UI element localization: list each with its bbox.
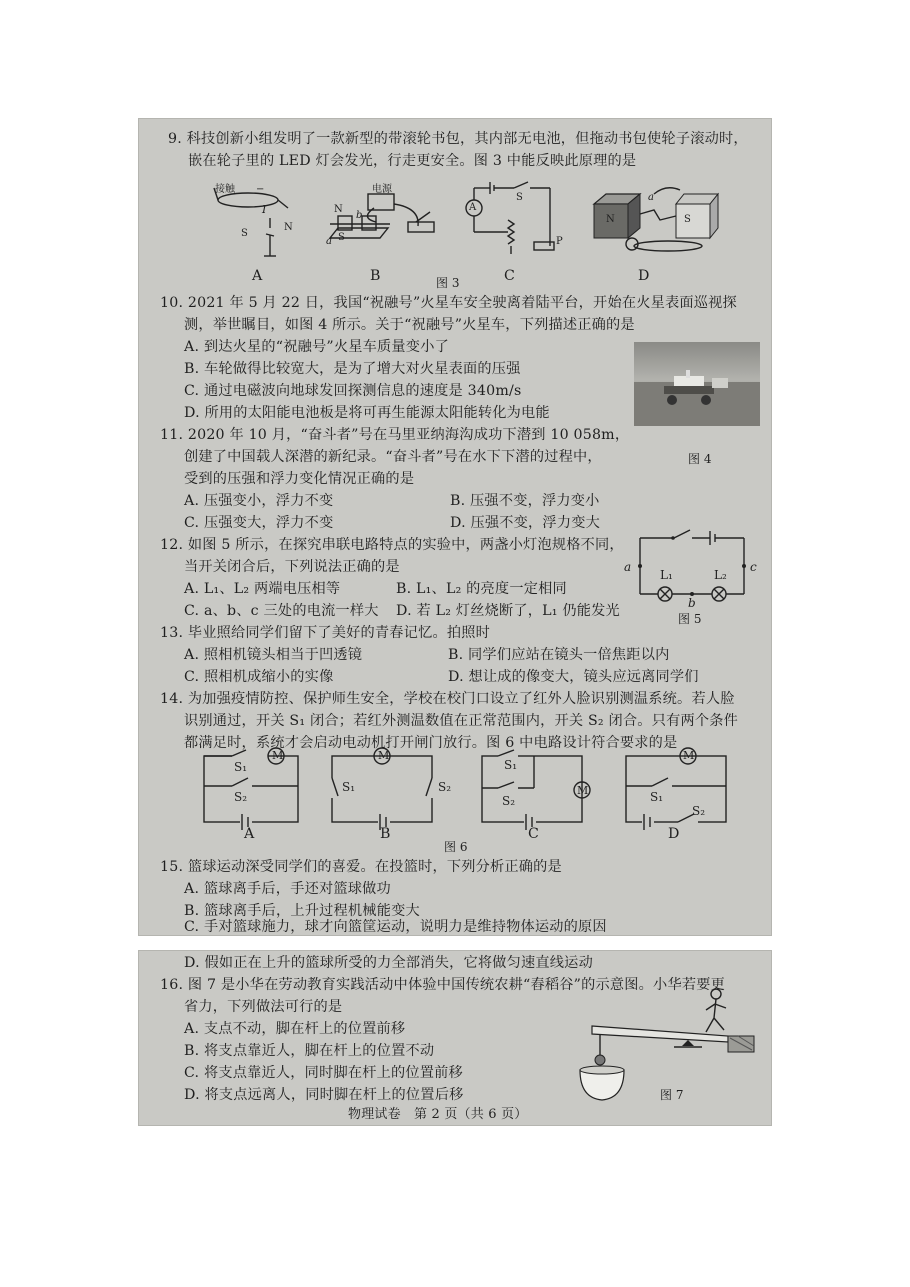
fig3-option-a: A <box>252 268 263 284</box>
q11-option-c: C. 压强变大，浮力不变 <box>184 515 334 531</box>
q13-option-c: C. 照相机成缩小的实像 <box>184 669 334 685</box>
q15-option-a: A. 篮球离手后，手还对篮球做功 <box>184 881 391 897</box>
fig3-caption: 图 3 <box>436 276 460 290</box>
q12-stem-line1: 12. 如图 5 所示，在探究串联电路特点的实验中，两盏小灯泡规格不同， <box>160 537 624 553</box>
q12-stem-line2: 当开关闭合后，下列说法正确的是 <box>184 559 400 575</box>
q11-stem-line1: 11. 2020 年 10 月，“奋斗者”号在马里亚纳海沟成功下潜到 10 058m， <box>160 427 630 443</box>
fig3-c-s-label: S <box>516 192 523 203</box>
q10-stem-line2: 测，举世瞩目，如图 4 所示。关于“祝融号”火星车，下列描述正确的是 <box>184 317 635 333</box>
q16-option-a: A. 支点不动，脚在杆上的位置前移 <box>184 1021 406 1037</box>
fig5-point-b: b <box>688 596 696 610</box>
q16-option-b: B. 将支点靠近人，脚在杆上的位置不动 <box>184 1043 435 1059</box>
q12-option-d: D. 若 L₂ 灯丝烧断了，L₁ 仍能发光 <box>396 603 620 619</box>
fig5-lamp-l2: L₂ <box>714 568 727 582</box>
q16-option-c: C. 将支点靠近人，同时脚在杆上的位置前移 <box>184 1065 463 1081</box>
fig3-d-s-label: S <box>684 214 691 225</box>
fig6-d-motor: M <box>683 749 695 762</box>
q10-option-a: A. 到达火星的“祝融号”火星车质量变小了 <box>184 339 449 355</box>
fig3-a-contact-label: 接触 <box>215 184 235 195</box>
q15-stem: 15. 篮球运动深受同学们的喜爱。在投篮时，下列分析正确的是 <box>160 859 562 875</box>
fig6-c-s1: S₁ <box>504 758 518 772</box>
fig3-option-d: D <box>638 268 650 284</box>
exam-page-bottom <box>138 950 772 1126</box>
q16-option-d: D. 将支点远离人，同时脚在杆上的位置后移 <box>184 1087 464 1103</box>
fig6-a-motor: M <box>272 749 284 762</box>
fig6-option-a: A <box>244 826 255 842</box>
q10-option-b: B. 车轮做得比较宽大，是为了增大对火星表面的压强 <box>184 361 521 377</box>
fig6-b-motor: M <box>378 749 390 762</box>
fig4-caption: 图 4 <box>688 452 712 466</box>
page-footer: 物理试卷 第 2 页（共 6 页） <box>348 1107 528 1122</box>
fig6-option-b: B <box>380 826 391 842</box>
fig3-a-minus-label: − <box>256 184 265 195</box>
q11-option-b: B. 压强不变，浮力变小 <box>450 493 600 509</box>
fig3-b-a-label: a <box>326 236 332 247</box>
q13-stem: 13. 毕业照给同学们留下了美好的青春记忆。拍照时 <box>160 625 491 641</box>
q10-option-c: C. 通过电磁波向地球发回探测信息的速度是 340m/s <box>184 383 522 399</box>
fig3-b-s-label: S <box>338 232 345 243</box>
fig3-b-n-label: N <box>334 204 343 215</box>
fig3-a-current-label: I <box>262 203 267 216</box>
fig3-option-b: B <box>370 268 381 284</box>
q12-option-b: B. L₁、L₂ 的亮度一定相同 <box>396 581 567 597</box>
fig5-lamp-l1: L₁ <box>660 568 673 582</box>
fig6-b-s2: S₂ <box>438 780 452 794</box>
fig4-mars-rover-photo <box>634 342 760 426</box>
q11-option-a: A. 压强变小，浮力不变 <box>184 493 334 509</box>
fig3-b-power-label: 电源 <box>372 184 392 195</box>
q12-option-c: C. a、b、c 三处的电流一样大 <box>184 603 379 619</box>
q10-option-d: D. 所用的太阳能电池板是将可再生能源太阳能转化为电能 <box>184 405 550 421</box>
q16-stem-line2: 省力，下列做法可行的是 <box>184 999 343 1015</box>
q14-stem-line3: 都满足时，系统才会启动电动机打开闸门放行。图 6 中电路设计符合要求的是 <box>184 735 678 751</box>
exam-page-top <box>138 118 772 936</box>
q16-stem-line1: 16. 图 7 是小华在劳动教育实践活动中体验中国传统农耕“舂稻谷”的示意图。小华若要更 <box>160 977 725 993</box>
fig6-d-s2: S₂ <box>692 804 706 818</box>
q13-option-d: D. 想让成的像变大，镜头应远离同学们 <box>448 669 699 685</box>
fig6-a-s2: S₂ <box>234 790 248 804</box>
fig6-circuit-c <box>478 750 588 830</box>
q15-option-b: B. 篮球离手后，上升过程机械能变大 <box>184 903 420 919</box>
q14-stem-line1: 14. 为加强疫情防控、保护师生安全，学校在校门口设立了红外人脸识别测温系统。若人脸 <box>160 691 735 707</box>
fig6-circuit-d <box>622 750 732 830</box>
fig3-a-n-label: N <box>284 222 293 233</box>
fig6-a-s1: S₁ <box>234 760 248 774</box>
fig6-b-s1: S₁ <box>342 780 356 794</box>
fig5-caption: 图 5 <box>678 612 702 626</box>
fig6-caption: 图 6 <box>444 840 468 854</box>
q11-stem-line3: 受到的压强和浮力变化情况正确的是 <box>184 471 415 487</box>
q15-option-c: C. 手对篮球施力，球才向篮筐运动，说明力是维持物体运动的原因 <box>184 919 607 935</box>
fig6-option-c: C <box>528 826 539 842</box>
fig3-c-ammeter-label: A <box>469 202 477 213</box>
fig5-point-c: c <box>750 560 757 574</box>
fig3-c-drawing <box>464 180 564 260</box>
q11-option-d: D. 压强不变，浮力变大 <box>450 515 600 531</box>
fig3-d-a-label: a <box>648 192 654 203</box>
q13-option-a: A. 照相机镜头相当于凹透镜 <box>184 647 363 663</box>
fig5-point-a: a <box>624 560 632 574</box>
fig6-c-s2: S₂ <box>502 794 516 808</box>
fig6-d-s1: S₁ <box>650 790 664 804</box>
fig6-circuit-a <box>202 750 302 830</box>
fig3-c-p-label: P <box>556 236 563 247</box>
fig7-lever-drawing <box>578 986 758 1096</box>
fig6-c-motor: M <box>577 784 589 797</box>
fig6-option-d: D <box>668 826 680 842</box>
q10-stem-line1: 10. 2021 年 5 月 22 日，我国“祝融号”火星车安全驶离着陆平台，开始在火星表面巡视探 <box>160 295 737 311</box>
q13-option-b: B. 同学们应站在镜头一倍焦距以内 <box>448 647 670 663</box>
fig3-d-n-label: N <box>606 214 615 225</box>
fig7-caption: 图 7 <box>660 1088 684 1102</box>
fig3-b-b-label: b <box>356 210 363 221</box>
q15-option-d: D. 假如正在上升的篮球所受的力全部消失，它将做匀速直线运动 <box>184 955 593 971</box>
q9-stem-line2: 嵌在轮子里的 LED 灯会发光，行走更安全。图 3 中能反映此原理的是 <box>188 153 637 169</box>
q9-stem-line1: 9. 科技创新小组发明了一款新型的带滚轮书包，其内部无电池，但拖动书包使轮子滚动时， <box>168 131 748 147</box>
q11-stem-line2: 创建了中国载人深潜的新纪录。“奋斗者”号在水下下潜的过程中， <box>184 449 602 465</box>
fig3-option-c: C <box>504 268 515 284</box>
q12-option-a: A. L₁、L₂ 两端电压相等 <box>184 581 341 597</box>
fig3-a-s-label: S <box>241 228 248 239</box>
fig5-series-circuit <box>636 530 748 606</box>
q14-stem-line2: 识别通过，开关 S₁ 闭合；若红外测温数值在正常范围内，开关 S₂ 闭合。只有两个条件 <box>184 713 739 729</box>
